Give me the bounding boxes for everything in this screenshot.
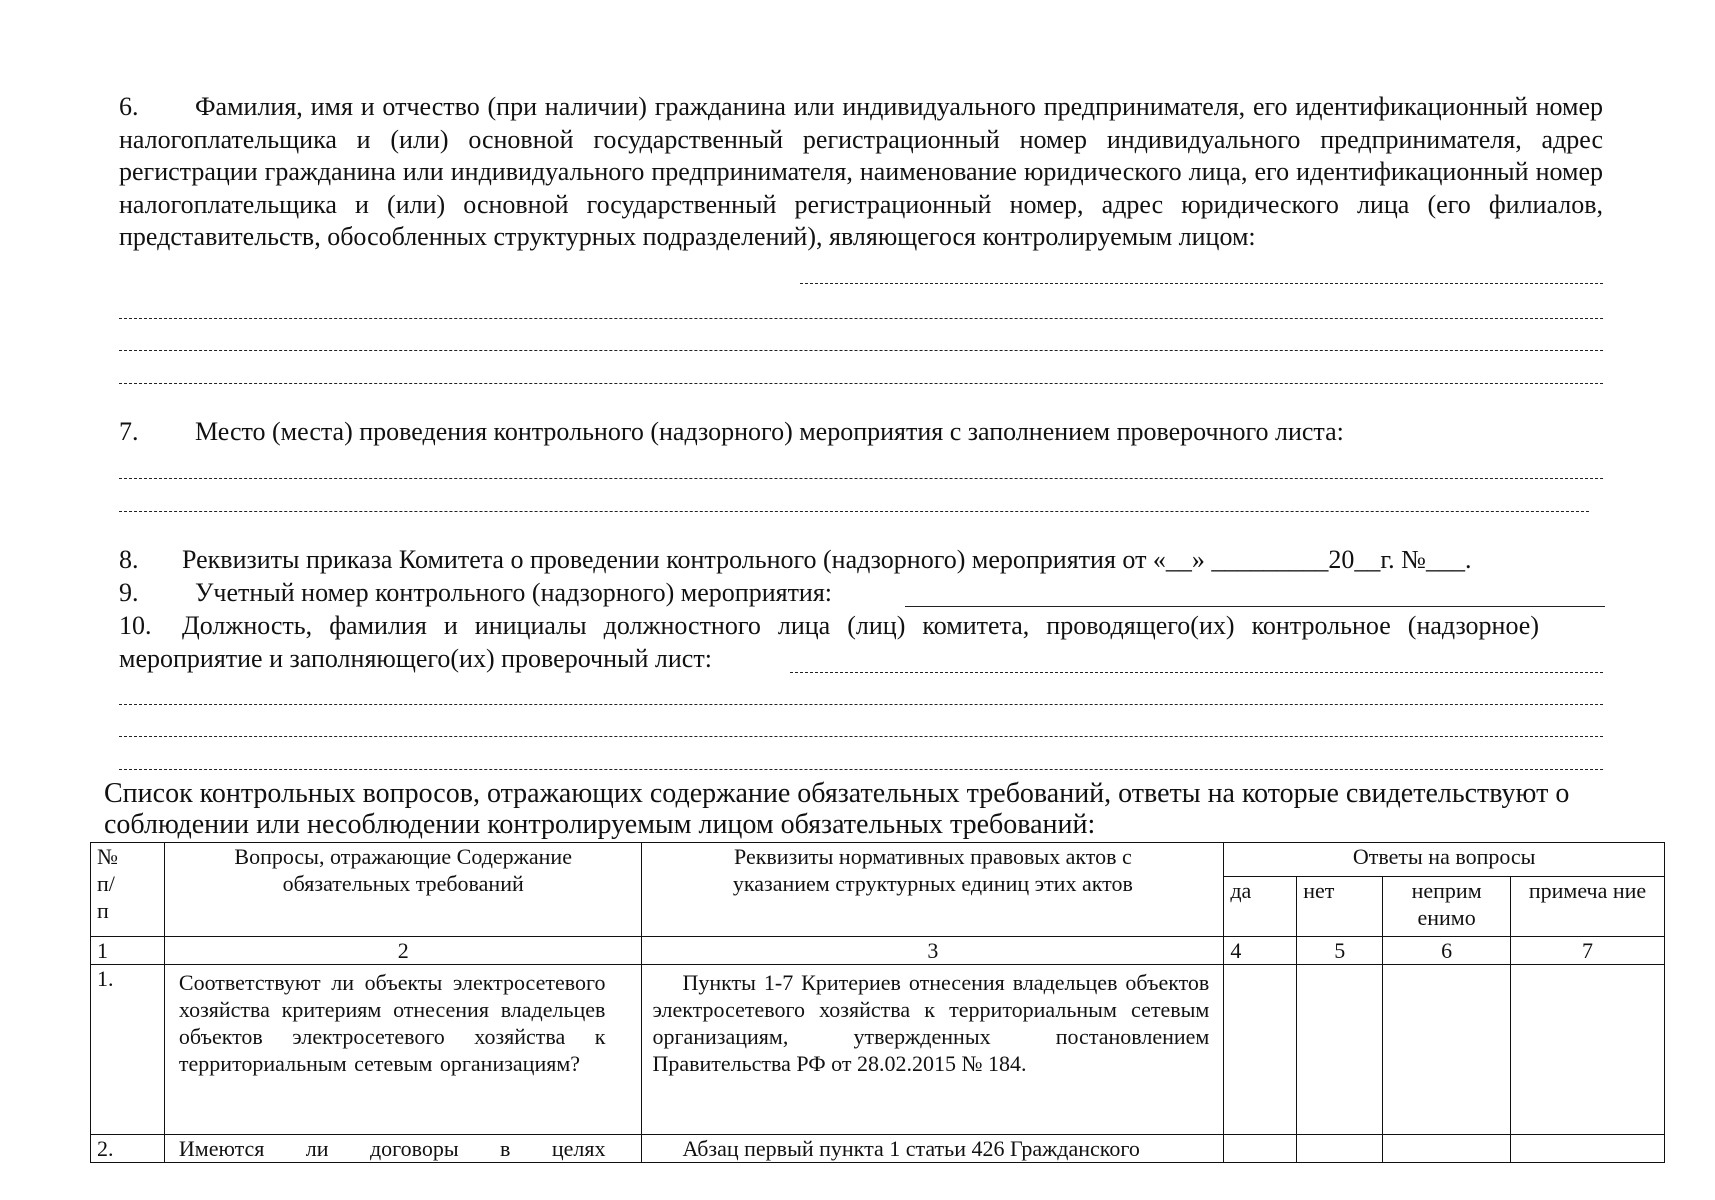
col-number: 7 bbox=[1511, 937, 1665, 965]
checklist-intro: Список контрольных вопросов, отражающих содержание обязательных требований, ответы на которые свидетельствуют о соблюдении или несоблюдении контролируемым лицом обязательных требований: bbox=[104, 778, 1570, 840]
item-9-number: 9. bbox=[119, 578, 139, 607]
header-answers: Ответы на вопросы bbox=[1224, 843, 1665, 877]
header-num: № п/ п bbox=[91, 843, 165, 937]
row-num: 1. bbox=[91, 965, 165, 1135]
fill-line bbox=[119, 736, 1603, 737]
answer-not-applicable-cell[interactable] bbox=[1383, 965, 1511, 1135]
item-10-number: 10. bbox=[119, 611, 152, 640]
item-8 bbox=[119, 544, 1619, 577]
item-6-text: Фамилия, имя и отчество (при наличии) гражданина или индивидуального предпринимателя, его идентификационный номер налогоплательщика и (или) основной государственный регистрационный номер индивидуального предпринимателя, адрес регистрации гражданина или индивидуального предпринимателя, наименование юридического лица, его идентификационный номер налогоплательщика и (или) основной государственный регистрационный номер, адрес юридического лица (его филиалов, представительств, обособленных структурных подразделений), являющегося контролируемым лицом: bbox=[119, 92, 1603, 251]
answer-not-applicable-cell[interactable] bbox=[1383, 1135, 1511, 1163]
item-9 bbox=[119, 577, 1619, 610]
col-number: 3 bbox=[642, 937, 1224, 965]
table-row bbox=[91, 965, 1665, 1135]
checklist-table bbox=[90, 842, 1665, 1163]
header-questions: Вопросы, отражающие Содержание обязательных требований bbox=[164, 843, 642, 937]
col-number: 2 bbox=[164, 937, 642, 965]
answer-note-cell[interactable] bbox=[1511, 965, 1665, 1135]
row-question-text: Соответствуют ли объекты электросетевого хозяйства критериям отнесения владельцев объектов электросетевого хозяйства к территориальным сетевым организациям? bbox=[178, 970, 606, 1076]
row-act-text: Пункты 1-7 Критериев отнесения владельцев объектов электросетевого хозяйства к территориальным сетевым организациям, утвержденных постановлением Правительства РФ от 28.02.2015 № 184. bbox=[652, 970, 1210, 1076]
item-7-number: 7. bbox=[119, 417, 139, 446]
answer-no-cell[interactable] bbox=[1297, 1135, 1383, 1163]
item-9-text: Учетный номер контрольного (надзорного) мероприятия: bbox=[195, 578, 833, 607]
header-not-applicable: неприм енимо bbox=[1383, 877, 1511, 937]
table-row bbox=[91, 1135, 1665, 1163]
answer-no-cell[interactable] bbox=[1297, 965, 1383, 1135]
row-question bbox=[164, 965, 642, 1135]
item-7-text: Место (места) проведения контрольного (надзорного) мероприятия с заполнением проверочного листа: bbox=[195, 417, 1344, 446]
row-act bbox=[642, 1135, 1224, 1163]
fill-line bbox=[119, 511, 1589, 512]
fill-line bbox=[800, 283, 1603, 284]
fill-line bbox=[119, 704, 1603, 705]
item-6-number: 6. bbox=[119, 92, 139, 121]
answer-yes-cell[interactable] bbox=[1224, 1135, 1297, 1163]
col-number: 1 bbox=[91, 937, 165, 965]
fill-line bbox=[119, 478, 1603, 479]
fill-line bbox=[790, 672, 1603, 673]
col-number: 4 bbox=[1224, 937, 1297, 965]
fill-line bbox=[119, 769, 1603, 770]
row-question bbox=[164, 1135, 642, 1163]
item-8-number: 8. bbox=[119, 545, 139, 574]
table-header-row bbox=[91, 843, 1665, 877]
fill-line bbox=[119, 350, 1603, 351]
item-6 bbox=[119, 91, 1603, 254]
row-question-text: Имеются ли договоры в целях bbox=[178, 1136, 606, 1161]
header-note: примеча ние bbox=[1511, 877, 1665, 937]
row-num: 2. bbox=[91, 1135, 165, 1163]
row-act-text: Абзац первый пункта 1 статьи 426 Гражданского bbox=[682, 1136, 1140, 1161]
item-7 bbox=[119, 416, 1603, 449]
header-yes: да bbox=[1224, 877, 1297, 937]
header-no: нет bbox=[1297, 877, 1383, 937]
table-column-numbers-row bbox=[91, 937, 1665, 965]
item-10 bbox=[119, 610, 1539, 675]
fill-line bbox=[119, 383, 1603, 384]
row-act bbox=[642, 965, 1224, 1135]
col-number: 5 bbox=[1297, 937, 1383, 965]
fill-line bbox=[905, 606, 1605, 607]
answer-note-cell[interactable] bbox=[1511, 1135, 1665, 1163]
header-acts: Реквизиты нормативных правовых актов с указанием структурных единиц этих актов bbox=[642, 843, 1224, 937]
item-8-text: Реквизиты приказа Комитета о проведении контрольного (надзорного) мероприятия от «__» _________20__г. №___. bbox=[182, 545, 1472, 574]
fill-line bbox=[119, 318, 1603, 319]
item-10-text: Должность, фамилия и инициалы должностного лица (лиц) комитета, проводящего(их) контрольное (надзорное) мероприятие и заполняющего(их) проверочный лист: bbox=[119, 611, 1539, 673]
col-number: 6 bbox=[1383, 937, 1511, 965]
answer-yes-cell[interactable] bbox=[1224, 965, 1297, 1135]
